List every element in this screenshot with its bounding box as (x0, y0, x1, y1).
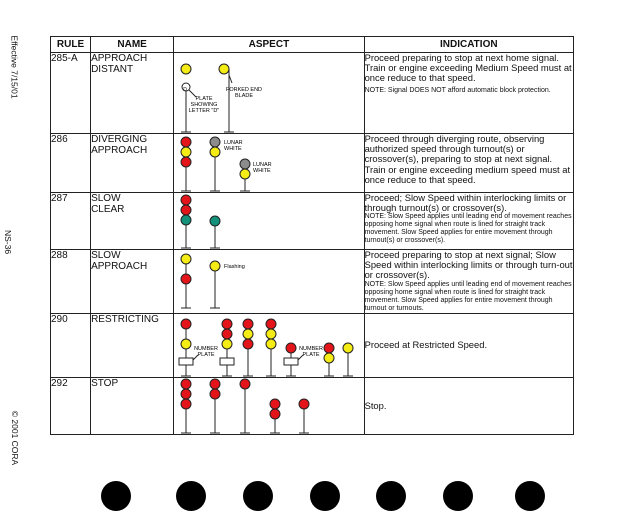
label-lunar: LUNAR (253, 162, 272, 168)
signal-light-red (286, 343, 296, 353)
label-plate: PLATE (195, 96, 213, 102)
table-row (51, 313, 574, 377)
indication-text: Proceed through diverging route, observing authorized speed through turnout(s) or crossover(s), preparing to stop at next signal. Train or engine exceeding medium speed must at once reduce to that speed. (364, 133, 571, 185)
aspect-cell (174, 193, 364, 250)
name-line: APPROACH (91, 261, 148, 272)
copyright: © 2001 CORA (10, 410, 21, 466)
aspect-diagram (174, 134, 364, 192)
aspect-diagram (174, 250, 364, 309)
label-plate: PLATE (302, 351, 320, 358)
indication-cell (364, 250, 573, 314)
indication-text: Proceed; Slow Speed within interlocking limits or through turnout(s) or crossover(s). (364, 192, 567, 214)
signal-light-yellow (210, 261, 220, 271)
name-line: DISTANT (91, 64, 134, 75)
rule-name (91, 193, 174, 250)
signal-light-red (181, 195, 191, 205)
rule-number: 290 (51, 313, 91, 377)
signal-light-red (181, 379, 191, 389)
name-line: DIVERGING (91, 134, 148, 145)
indication-text: Proceed preparing to stop at next home signal. Train or engine exceeding Medium Speed must at once reduce to that speed. (364, 52, 572, 84)
rule-number: 288 (51, 250, 91, 314)
label-number: NUMBER (299, 345, 324, 352)
table-row (51, 134, 574, 193)
signal-light-red (243, 319, 253, 329)
signal-light-red (181, 205, 191, 215)
signal-light-red (240, 379, 250, 389)
signal-light-red (181, 399, 191, 409)
punch-hole (310, 481, 340, 511)
rule-name (91, 53, 174, 134)
signal-light-yellow (181, 254, 191, 264)
rule-name (91, 250, 174, 314)
header-indication: INDICATION (364, 37, 573, 53)
signal-light-green (181, 215, 191, 225)
label-plate: PLATE (197, 351, 215, 358)
signal-light-red (181, 389, 191, 399)
aspect-cell (174, 53, 364, 134)
signal-light-lunar (240, 159, 250, 169)
indication-cell (364, 193, 573, 250)
aspect-diagram (174, 53, 364, 133)
header-rule: RULE (51, 37, 91, 53)
punch-hole (243, 481, 273, 511)
name-line: APPROACH (91, 145, 148, 156)
signal-light-yellow (219, 64, 229, 74)
name-line: SLOW (91, 193, 121, 204)
number-plate (220, 358, 234, 365)
signal-light-red (299, 399, 309, 409)
aspect-cell (174, 250, 364, 314)
signal-light-red (324, 343, 334, 353)
signal-light-yellow (240, 169, 250, 179)
signal-light-yellow (324, 353, 334, 363)
rule-name (91, 377, 174, 434)
left-margin (0, 0, 30, 523)
signal-light-yellow (266, 329, 276, 339)
aspect-cell (174, 377, 364, 434)
indication-note: NOTE: Slow Speed applies until leading end of movement reaches opposing home signal when route is lined for straight track movement. Slow Speed applies for entire movement through turnout(s) or crossover(s). (364, 213, 572, 245)
signal-light-yellow (210, 147, 220, 157)
aspect-diagram (174, 193, 364, 249)
signal-light-red (181, 274, 191, 284)
punch-hole (376, 481, 406, 511)
aspect-cell (174, 134, 364, 193)
table-row (51, 53, 574, 134)
header-row (51, 37, 574, 53)
label-lunar: LUNAR (224, 140, 243, 146)
signal-light-yellow (343, 343, 353, 353)
punch-hole (443, 481, 473, 511)
signal-light-red (270, 409, 280, 419)
signal-light-yellow (181, 147, 191, 157)
signal-light-yellow (243, 329, 253, 339)
name-line: CLEAR (91, 204, 125, 215)
rule-name (91, 313, 174, 377)
label-white: WHITE (224, 146, 242, 152)
signal-light-yellow (181, 339, 191, 349)
signal-light-yellow (181, 64, 191, 74)
label-forked-end: FORKED END (226, 87, 263, 93)
signal-light-red (243, 339, 253, 349)
indication-cell (364, 377, 573, 434)
table-row (51, 377, 574, 434)
name-line: STOP (91, 377, 119, 389)
indication-note: NOTE: Slow Speed applies until leading end of movement reaches opposing home signal when route is lined for straight track movement. Slow Speed applies for entire movement through turnout or turnouts. (364, 280, 572, 312)
signal-light-red (181, 137, 191, 147)
signal-light-yellow (222, 339, 232, 349)
page-code: NS-36 (3, 229, 14, 255)
label-number: NUMBER (194, 345, 219, 352)
label-showing: SHOWING (190, 102, 218, 108)
name-line: APPROACH (91, 53, 148, 64)
aspect-diagram (174, 314, 364, 377)
signal-light-red (181, 157, 191, 167)
indication-text: Proceed preparing to stop at next signal; Slow Speed within interlocking limits or through turn-out or crossover(s). (364, 249, 573, 281)
label-letter-d: LETTER "D" (188, 108, 220, 114)
signal-light-red (266, 319, 276, 329)
signal-light-red (210, 389, 220, 399)
indication-cell (364, 53, 573, 134)
aspect-cell (174, 313, 364, 377)
signal-light-red (270, 399, 280, 409)
rule-number: 286 (51, 134, 91, 193)
signal-light-red (181, 319, 191, 329)
name-line: SLOW (91, 250, 121, 261)
name-line: RESTRICTING (91, 313, 159, 325)
rule-number: 285-A (51, 53, 91, 134)
indication-text: Stop. (364, 399, 387, 411)
number-plate (284, 358, 298, 365)
label-blade: BLADE (235, 93, 254, 99)
indication-cell (364, 134, 573, 193)
rule-name (91, 134, 174, 193)
aspect-diagram (174, 378, 364, 434)
punch-hole (176, 481, 206, 511)
signal-light-red (222, 329, 232, 339)
signal-rules-table (50, 36, 574, 435)
rule-number: 287 (51, 193, 91, 250)
indication-text: Proceed at Restricted Speed. (364, 339, 488, 350)
rule-number: 292 (51, 377, 91, 434)
effective-date: Effective 7/15/01 (9, 35, 20, 99)
label-flashing: Flashing (224, 264, 246, 270)
number-plate (179, 358, 193, 365)
signal-light-green (210, 216, 220, 226)
svg-text:D: D (183, 87, 188, 93)
header-aspect: ASPECT (174, 37, 364, 53)
header-name: NAME (91, 37, 174, 53)
punch-hole (515, 481, 545, 511)
label-white: WHITE (253, 168, 271, 174)
table-row (51, 193, 574, 250)
indication-cell (364, 313, 573, 377)
signal-light-red (210, 379, 220, 389)
punch-hole (101, 481, 131, 511)
signal-light-lunar (210, 137, 220, 147)
signal-light-yellow (266, 339, 276, 349)
signal-light-red (222, 319, 232, 329)
indication-note: NOTE: Signal DOES NOT afford automatic block protection. (364, 86, 551, 94)
table-row (51, 250, 574, 314)
